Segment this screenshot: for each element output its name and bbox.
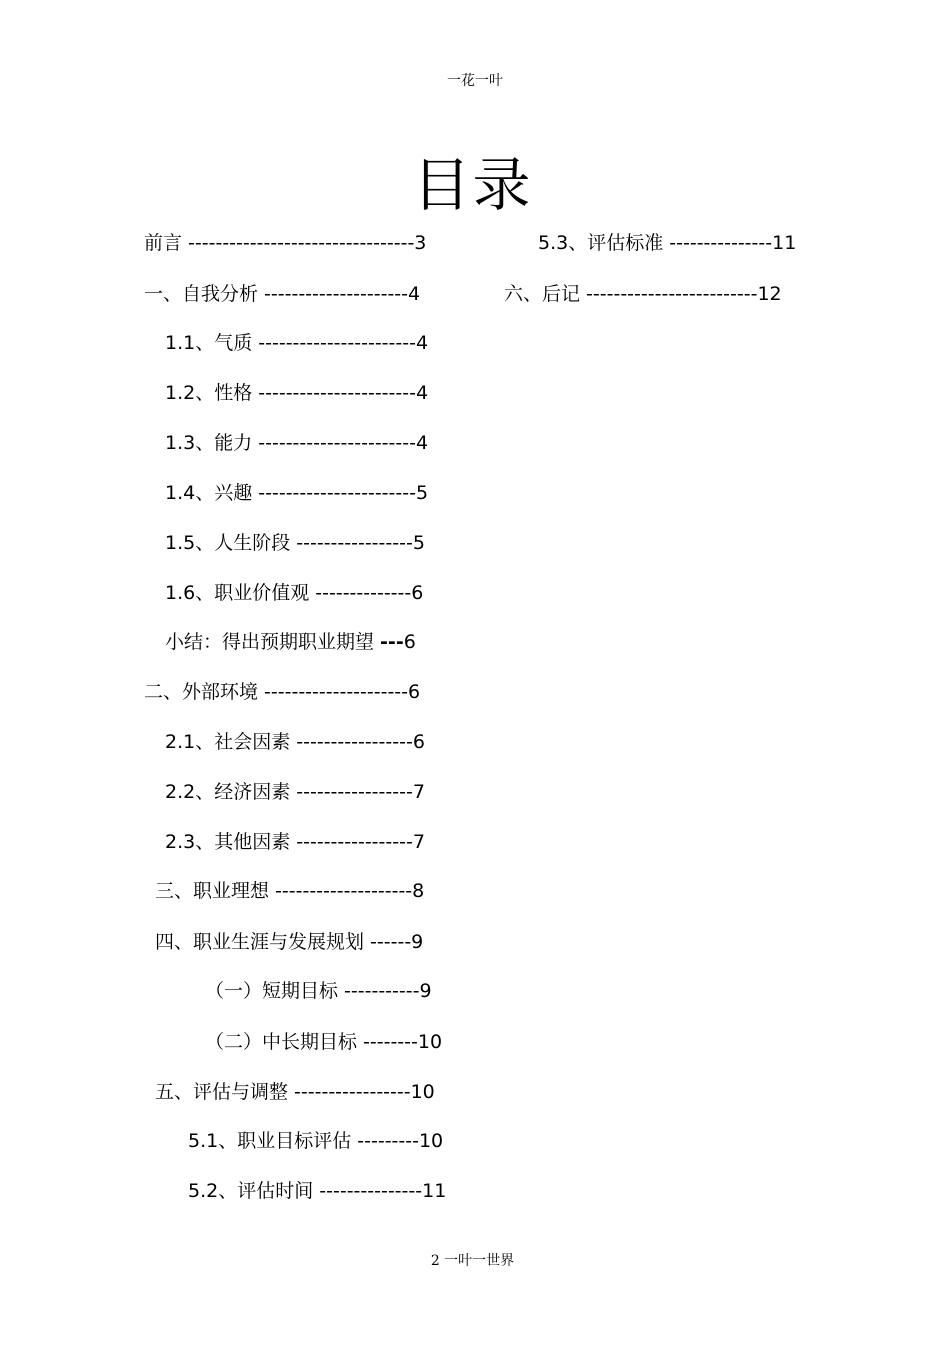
toc-entry-preface[interactable] <box>144 231 426 255</box>
toc-entry-leader: -----------------------4 <box>258 382 429 404</box>
toc-entry-leader: ------9 <box>370 931 424 953</box>
toc-entry-label: （一）短期目标 <box>205 980 345 1002</box>
page-footer: 2 一叶一世界 <box>430 1253 515 1269</box>
toc-entry-leader: --------------------8 <box>275 880 425 902</box>
toc-entry-leader: ---------------11 <box>669 232 797 254</box>
toc-entry-label: 5.3、评估标准 <box>538 232 670 254</box>
toc-entry-label: 1.4、兴趣 <box>165 482 259 504</box>
toc-entry-leader: 6 <box>403 631 416 653</box>
toc-entry-5-2[interactable] <box>188 1179 446 1203</box>
toc-entry-2-1[interactable] <box>165 730 425 754</box>
toc-entry-leader-bold: --- <box>380 631 404 653</box>
toc-entry-label: 1.6、职业价值观 <box>165 582 316 604</box>
toc-entry-leader: ---------------11 <box>319 1180 447 1202</box>
toc-entry-evaluation[interactable] <box>155 1080 435 1104</box>
toc-entry-leader: --------10 <box>363 1031 443 1053</box>
toc-entry-leader: ---------------------6 <box>264 681 421 703</box>
page-header: 一花一叶 <box>447 73 503 89</box>
page-title: 目录 <box>412 151 533 219</box>
toc-entry-label: 5.1、职业目标评估 <box>188 1130 358 1152</box>
toc-entry-leader: -----------------------5 <box>258 482 429 504</box>
toc-entry-5-3[interactable] <box>538 231 796 255</box>
toc-entry-label: 五、评估与调整 <box>155 1081 295 1103</box>
toc-entry-1-6[interactable] <box>165 581 423 605</box>
toc-entry-label: 1.5、人生阶段 <box>165 532 297 554</box>
toc-entry-short-term-goals[interactable] <box>205 979 432 1003</box>
toc-entry-label: 2.1、社会因素 <box>165 731 297 753</box>
toc-entry-leader: -----------------7 <box>296 781 425 803</box>
toc-entry-label: 四、职业生涯与发展规划 <box>155 931 371 953</box>
toc-entry-label: 三、职业理想 <box>155 880 276 902</box>
toc-entry-leader: -------------------------12 <box>586 283 782 305</box>
toc-entry-label: （二）中长期目标 <box>205 1031 364 1053</box>
toc-entry-external-environment[interactable] <box>144 680 420 704</box>
toc-entry-leader: -----------------------4 <box>258 332 429 354</box>
toc-entry-1-5[interactable] <box>165 531 425 555</box>
toc-entry-leader: ---------------------------------3 <box>188 232 427 254</box>
toc-entry-label: 二、外部环境 <box>144 681 265 703</box>
toc-entry-label: 六、后记 <box>504 283 587 305</box>
toc-entry-leader: ---------------------4 <box>264 283 421 305</box>
toc-entry-label: 一、自我分析 <box>144 283 265 305</box>
toc-entry-1-4[interactable] <box>165 481 428 505</box>
toc-entry-leader: -----------------6 <box>296 731 425 753</box>
toc-entry-label: 小结：得出预期职业期望 <box>165 631 381 653</box>
toc-entry-leader: -----------9 <box>344 980 432 1002</box>
toc-entry-long-term-goals[interactable] <box>205 1030 442 1054</box>
toc-entry-summary[interactable] <box>165 630 416 654</box>
toc-entry-leader: -----------------------4 <box>258 432 429 454</box>
toc-entry-label: 1.2、性格 <box>165 382 259 404</box>
toc-entry-label: 5.2、评估时间 <box>188 1180 320 1202</box>
toc-entry-postscript[interactable] <box>504 282 782 306</box>
toc-entry-label: 2.2、经济因素 <box>165 781 297 803</box>
toc-entry-career-planning[interactable] <box>155 930 423 954</box>
toc-entry-leader: -----------------10 <box>294 1081 435 1103</box>
toc-entry-2-3[interactable] <box>165 830 425 854</box>
toc-entry-leader: ---------10 <box>357 1130 444 1152</box>
toc-entry-label: 1.3、能力 <box>165 432 259 454</box>
toc-entry-label: 前言 <box>144 232 189 254</box>
toc-entry-1-1[interactable] <box>165 331 428 355</box>
toc-entry-leader: -----------------5 <box>296 532 425 554</box>
toc-entry-1-2[interactable] <box>165 381 428 405</box>
toc-entry-label: 1.1、气质 <box>165 332 259 354</box>
toc-entry-leader: --------------6 <box>315 582 424 604</box>
toc-entry-1-3[interactable] <box>165 431 428 455</box>
toc-entry-career-ideal[interactable] <box>155 879 424 903</box>
toc-entry-2-2[interactable] <box>165 780 425 804</box>
toc-entry-leader: -----------------7 <box>296 831 425 853</box>
toc-entry-self-analysis[interactable] <box>144 282 420 306</box>
toc-entry-label: 2.3、其他因素 <box>165 831 297 853</box>
toc-entry-5-1[interactable] <box>188 1129 443 1153</box>
